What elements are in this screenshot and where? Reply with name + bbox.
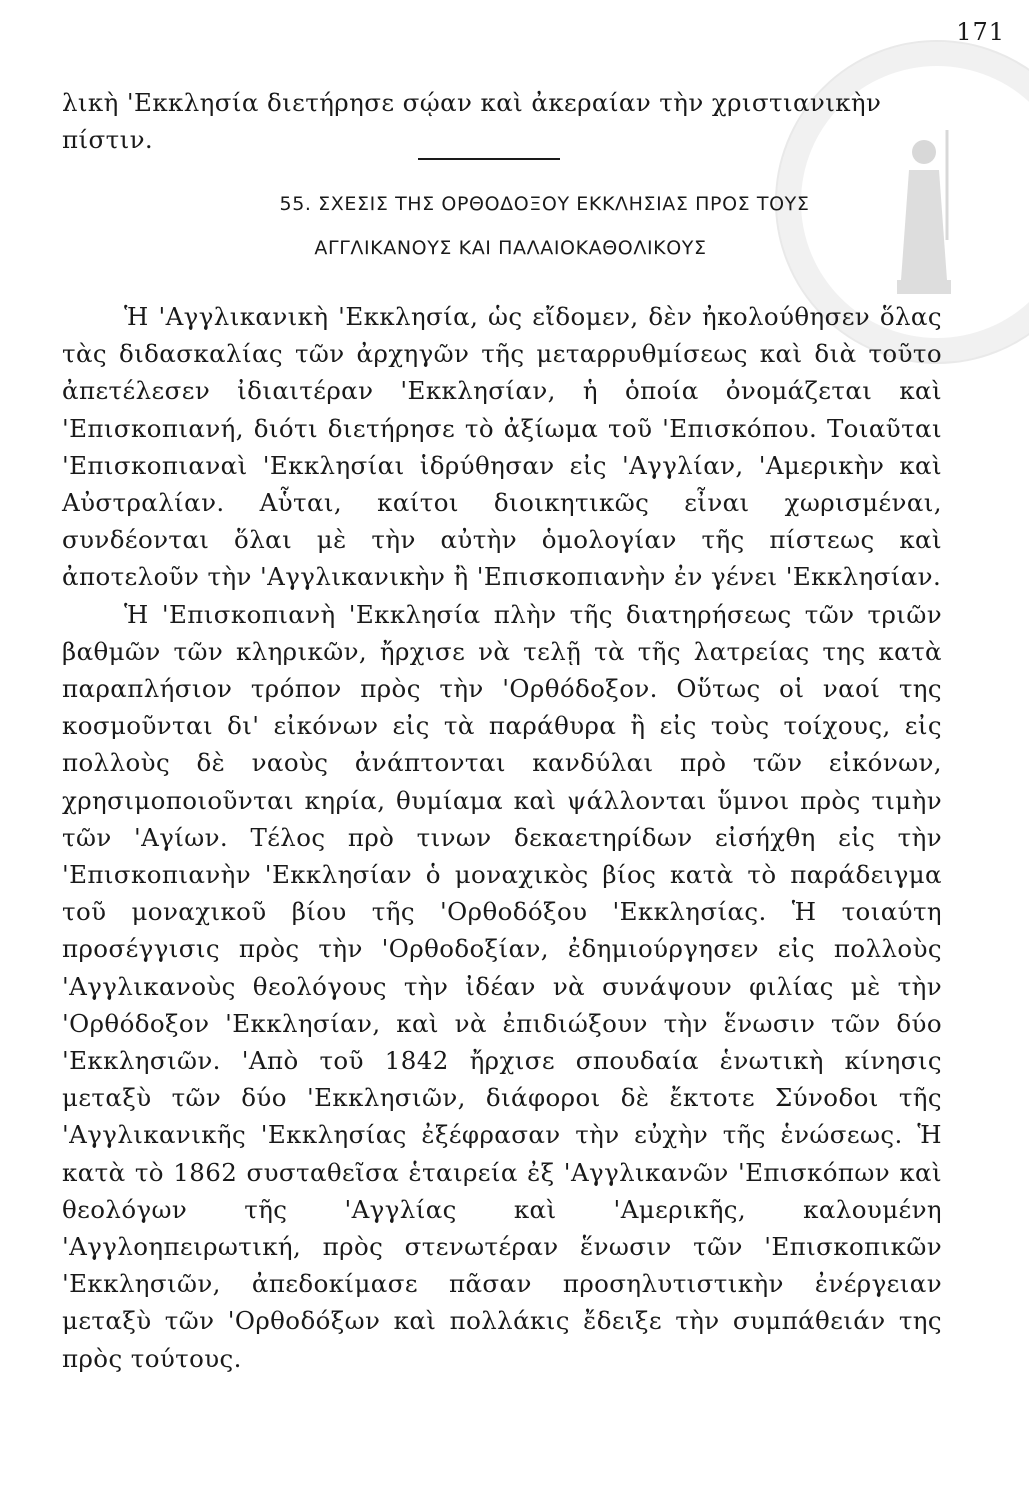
intro-text [62, 84, 942, 158]
section-body [62, 298, 942, 1377]
section-divider [418, 158, 560, 160]
body-paragraph-2: Ἡ 'Επισκοπιανὴ 'Εκκλησία πλὴν τῆς διατηρήσεως τῶν τριῶν βαθμῶν τῶν κληρικῶν, ἤρχισε νὰ τελῇ τὰ τῆς λατρείας της κατὰ παραπλήσιον τρόπον πρὸς τὴν 'Ορθόδοξον. Οὕτως οἱ ναοί της κοσμοῦνται δι' εἰκόνων εἰς τὰ παράθυρα ἢ εἰς τοὺς τοίχους, εἰς πολλοὺς δὲ ναοὺς ἀνάπτονται κανδύλαι πρὸ τῶν εἰκόνων, χρησιμοποιοῦνται κηρία, θυμίαμα καὶ ψάλλονται ὕμνοι πρὸς τιμὴν τῶν 'Αγίων. Τέλος πρὸ τινων δεκαετηρίδων εἰσήχθη εἰς τὴν 'Επισκοπιανὴν 'Εκκλησίαν ὁ μοναχικὸς βίος κατὰ τὸ παράδειγμα τοῦ μοναχικοῦ βίου τῆς 'Ορθοδόξου 'Εκκλησίας. Ἡ τοιαύτη προσέγγισις πρὸς τὴν 'Ορθοδοξίαν, ἐδημιούργησεν εἰς πολλοὺς 'Αγγλικανοὺς θεολόγους τὴν ἰδέαν νὰ συνάψουν φιλίας μὲ τὴν 'Ορθόδοξον 'Εκκλησίαν, καὶ νὰ ἐπιδιώξουν τὴν ἕνωσιν τῶν δύο 'Εκκλησιῶν. 'Απὸ τοῦ 1842 ἤρχισε σπουδαία ἑνωτικὴ κίνησις μεταξὺ τῶν δύο 'Εκκλησιῶν, διάφοροι δὲ ἔκτοτε Σύνοδοι τῆς 'Αγγλικανικῆς 'Εκκλησίας ἐξέφρασαν τὴν εὐχὴν τῆς ἑνώσεως. Ἡ κατὰ τὸ 1862 συσταθεῖσα ἑταιρεία ἐξ 'Αγγλικανῶν 'Επισκόπων καὶ θεολόγων τῆς 'Αγγλίας καὶ 'Αμερικῆς, καλουμένη 'Αγγλοηπειρωτική, πρὸς στενωτέραν ἕνωσιν τῶν 'Επισκοπικῶν 'Εκκλησιῶν, ἀπεδοκίμασε πᾶσαν προσηλυτιστικὴν ἐνέργειαν μεταξὺ τῶν 'Ορθοδόξων καὶ πολλάκις ἔδειξε τὴν συμπάθειάν της πρὸς τούτους. [62, 599, 942, 1373]
section-heading-line-2: ΑΓΓΛΙΚΑΝΟΥΣ ΚΑΙ ΠΑΛΑΙΟΚΑΘΟΛΙΚΟΥΣ [314, 237, 707, 259]
page-number: 171 [956, 18, 1005, 46]
intro-line-1: λικὴ 'Εκκλησία διετήρησε σῴαν καὶ ἀκεραίαν τὴν χριστιανικὴν [62, 88, 882, 117]
section-heading-line-1: 55. ΣΧΕΣΙΣ ΤΗΣ ΟΡΘΟΔΟΞΟΥ ΕΚΚΛΗΣΙΑΣ ΠΡΟΣ ΤΟΥΣ [279, 193, 810, 215]
intro-line-2: πίστιν. [62, 125, 154, 155]
body-paragraph-1: Ἡ 'Αγγλικανικὴ 'Εκκλησία, ὡς εἴδομεν, δὲν ἠκολούθησεν ὅλας τὰς διδασκαλίας τῶν ἀρχηγῶν τῆς μεταρρυθμίσεως καὶ διὰ τοῦτο ἀπετέλεσεν ἰδιαιτέραν 'Εκκλησίαν, ἡ ὁποία ὀνομάζεται καὶ 'Επισκοπιανή, διότι διετήρησε τὸ ἀξίωμα τοῦ 'Επισκόπου. Τοιαῦται 'Επισκοπιαναὶ 'Εκκλησίαι ἱδρύθησαν εἰς 'Αγγλίαν, 'Αμερικὴν καὶ Αὐστραλίαν. Αὗται, καίτοι διοικητικῶς εἶναι χωρισμέναι, συνδέονται ὅλαι μὲ τὴν αὐτὴν ὁμολογίαν τῆς πίστεως καὶ ἀποτελοῦν τὴν 'Αγγλικανικὴν ἢ 'Επισκοπιανὴν ἐν γένει 'Εκκλησίαν. [62, 302, 942, 592]
